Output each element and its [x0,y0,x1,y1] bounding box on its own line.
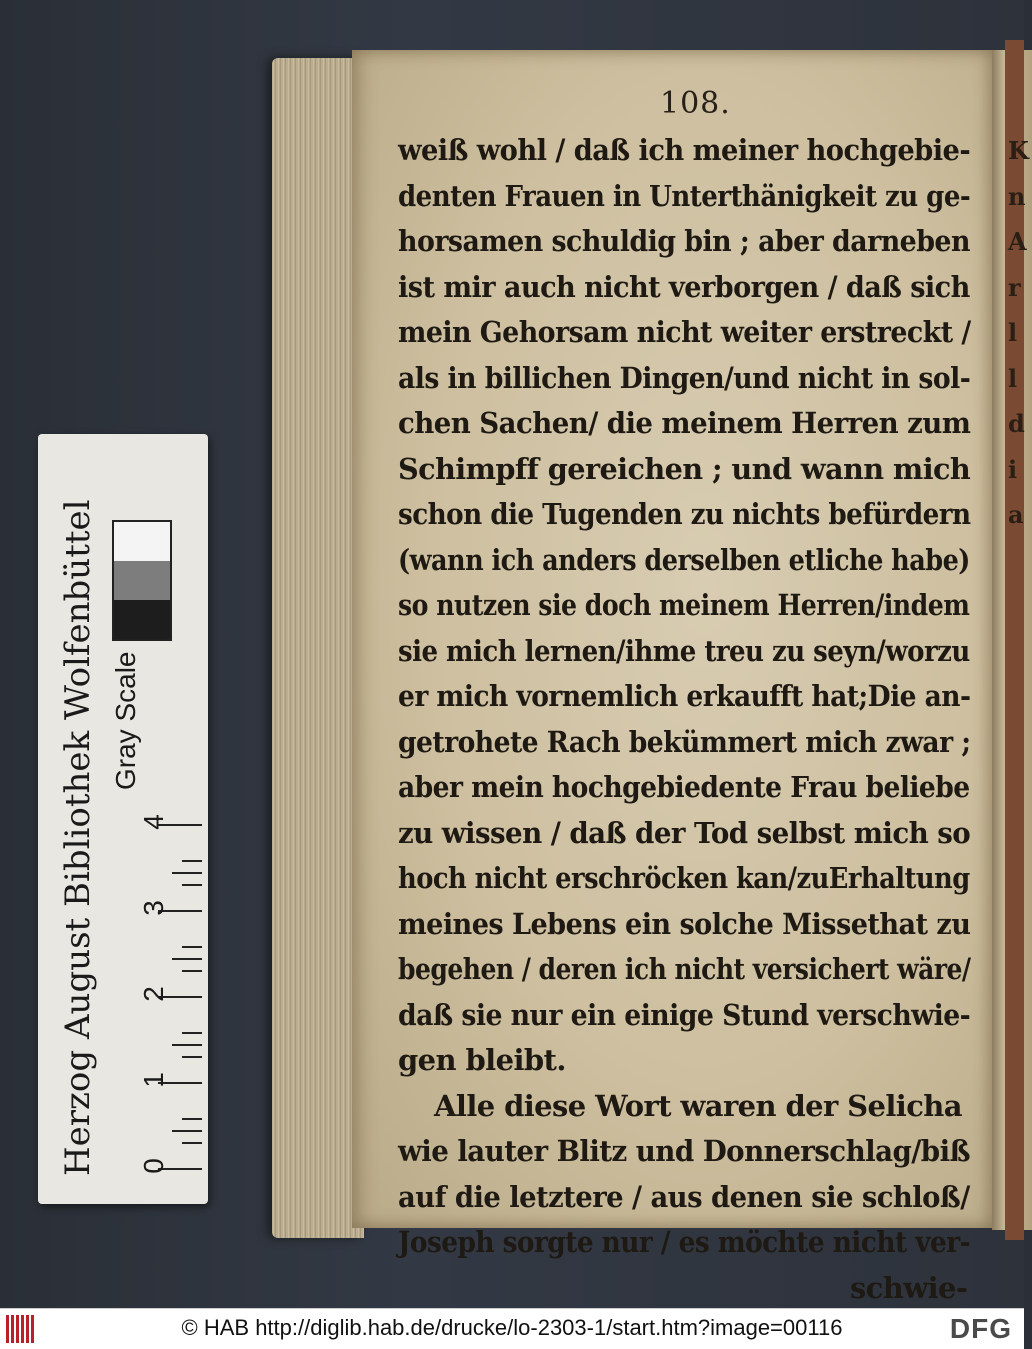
text-line: so nutzen sie doch meinem Herren/indem [398,588,970,622]
text-line: meines Lebens ein solche Missethat zu [398,906,971,941]
ruler-tick [182,1142,202,1144]
ruler-tick [182,860,202,862]
gray-swatch [114,561,170,600]
fragment-char: a [1008,500,1024,529]
text-line: auf die letztere / aus denen sie schloß/ [398,1179,970,1214]
text-line: Joseph sorgte nur / es möchte nicht ver- [398,1225,970,1259]
facing-page-fragments [1008,128,1029,538]
page-number: 108. [660,86,731,121]
fragment-char: l [1008,318,1018,347]
text-line: als in billichen Dingen/und nicht in sol- [398,360,971,395]
measurement-ruler [112,814,202,1190]
fragment-char: A [1008,227,1027,256]
gray-scale-swatches [112,520,172,641]
ruler-number: 1 [137,1072,169,1088]
ruler-tick [182,1032,202,1034]
white-swatch [114,522,170,561]
fragment-char: K [1008,136,1029,165]
fragment-char: d [1008,409,1025,438]
text-line: aber mein hochgebiedente Frau beliebe [398,770,970,804]
text-line: daß sie nur ein einige Stund verschwie- [398,997,971,1032]
ruler-tick [182,884,202,886]
text-line: horsamen schuldig bin ; aber darneben [398,224,970,258]
footer-bar [0,1308,1024,1349]
ruler-number: 2 [137,986,169,1002]
text-line: mein Gehorsam nicht weiter erstreckt / [398,315,971,349]
text-line: chen Sachen/ die meinem Herren zum [398,406,971,440]
ruler-tick [172,1044,202,1046]
ruler-number: 3 [137,900,169,916]
text-line: begehen / deren ich nicht versichert wäre/ [398,952,971,986]
fragment-char: r [1008,272,1021,302]
text-line: (wann ich anders derselben etliche habe) [398,542,970,577]
text-line: sie mich lernen/ihme treu zu seyn/worzu [398,633,970,668]
text-line: ist mir auch nicht verborgen / daß sich [398,269,970,304]
text-line: zu wissen / daß der Tod selbst mich so [398,815,971,850]
ruler-tick [172,872,202,874]
ruler-tick [182,970,202,972]
text-line: getrohete Rach bekümmert mich zwar ; [398,724,971,759]
ruler-number: 4 [137,814,169,830]
ruler-tick [172,1130,202,1132]
dfg-logo: DFG [949,1313,1012,1344]
text-line: schon die Tugenden zu nichts befürdern [398,497,971,531]
library-name: Herzog August Bibliothek Wolfenbüttel [58,499,98,1176]
ruler-number: 0 [137,1158,169,1174]
fragment-char: i [1008,454,1018,484]
text-line: hoch nicht erschröcken kan/zuErhaltung [398,861,970,895]
copyright-url[interactable]: © HAB http://diglib.hab.de/drucke/lo-2303-1/start.htm?image=00116 [181,1315,843,1340]
ruler-tick [182,1056,202,1058]
text-line: schwie- [850,1270,968,1305]
text-line: Alle diese Wort waren der Selicha [434,1088,962,1123]
page-text-block [398,128,970,1311]
book-page-edges [272,58,364,1238]
black-swatch [114,600,170,639]
gray-scale-label: Gray Scale [110,651,141,790]
text-line: denten Frauen in Unterthänigkeit zu ge- [398,178,971,213]
text-line: weiß wohl / daß ich meiner hochgebie- [398,133,971,167]
text-line: Schimpff gereichen ; und wann mich [398,451,971,486]
fragment-char: l [1008,363,1018,393]
ruler-tick [182,1118,202,1120]
fragment-char: n [1008,181,1026,211]
ruler-tick [182,946,202,948]
text-line: er mich vornemlich erkaufft hat;Die an- [398,679,971,713]
text-line: wie lauter Blitz und Donnerschlag/biß [398,1134,971,1168]
ruler-tick [172,958,202,960]
text-line: gen bleibt. [398,1043,566,1077]
